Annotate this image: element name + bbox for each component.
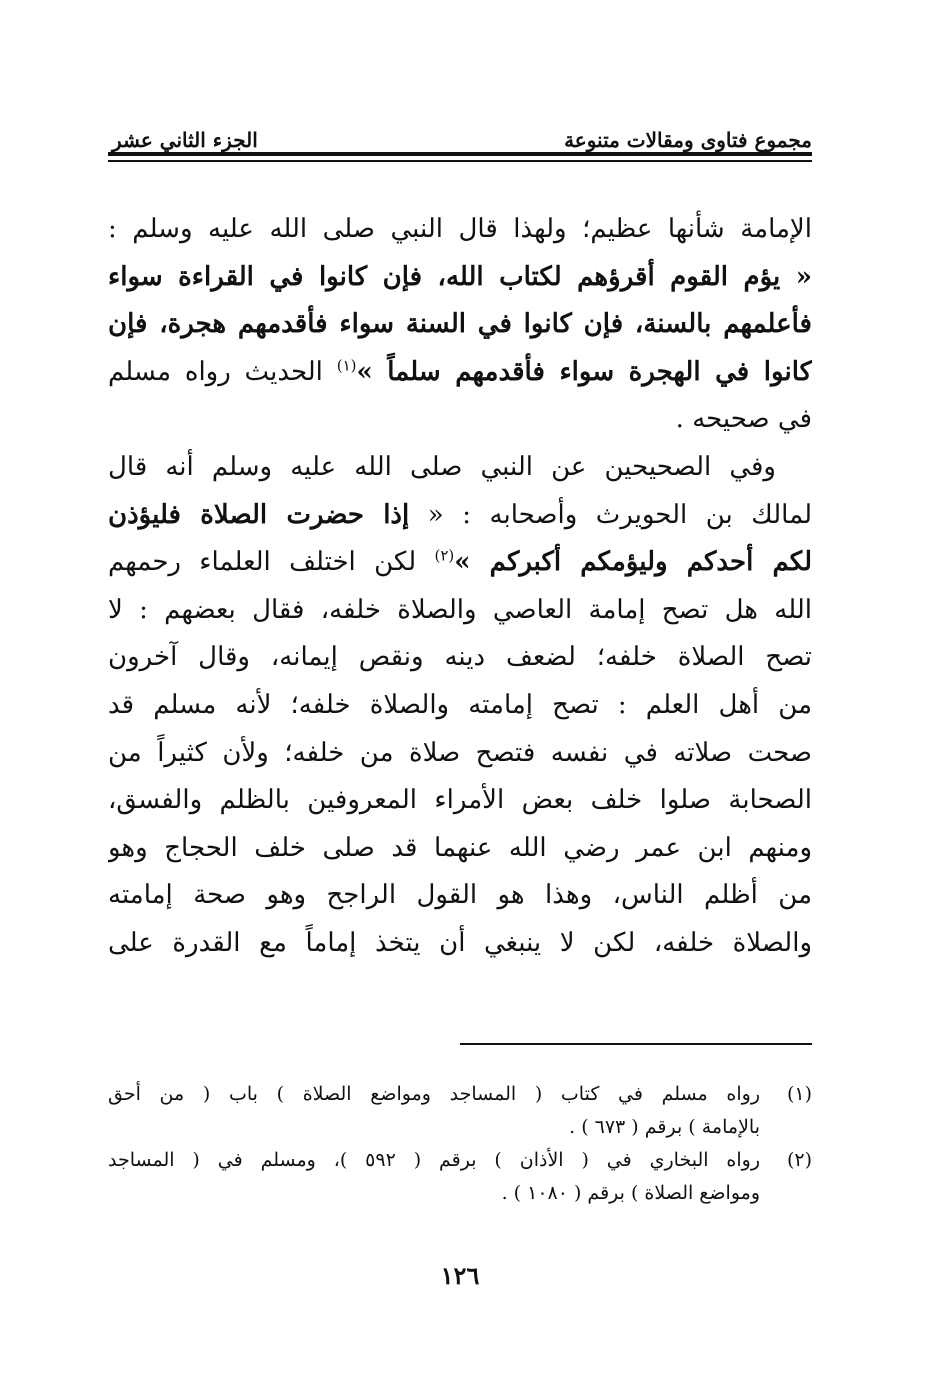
text-line: والصلاة خلفه، لكن لا ينبغي أن يتخذ إماماً مع القدرة على [108,927,812,958]
text-line [108,539,812,587]
text-segment: لمالك بن الحويرث وأصحابه : « [427,499,812,530]
footnote-line: رواه مسلم في كتاب ( المساجد ومواضع الصلاة ) باب ( من أحق [108,1083,760,1105]
footnote-line: بالإمامة ) برقم ( ٦٧٣ ) . [569,1116,760,1138]
text-line [108,492,812,540]
running-header [108,116,812,156]
hadith-quote: إذا حضرت الصلاة فليؤذن [108,499,410,530]
hadith-quote: لكم أحدكم وليؤمكم أكبركم » [454,547,812,578]
footnote-separator [460,1043,812,1045]
text-line [108,349,812,397]
footnote-2 [108,1144,812,1210]
text-line: الصحابة صلوا خلف بعض الأمراء المعروفين بالظلم والفسق، [108,785,812,816]
header-rule-thin [108,160,812,162]
main-text [108,206,812,968]
header-rule-thick [108,152,812,156]
text-line: من أظلم الناس، وهذا هو القول الراجح وهو صحة إمامته [108,880,812,911]
text-line: الله هل تصح إمامة العاصي والصلاة خلفه، فقال بعضهم : لا [108,594,812,625]
text-line: في صحيحه . [675,404,812,435]
footnote-line: رواه البخاري في ( الأذان ) برقم ( ٥٩٢ )، ومسلم في ( المساجد [108,1149,760,1171]
text-line: فأعلمهم بالسنة، فإن كانوا في السنة سواء فأقدمهم هجرة، فإن [108,309,812,340]
footnote-1 [108,1078,812,1144]
footnote-line: ومواضع الصلاة ) برقم ( ١٠٨٠ ) . [501,1182,760,1204]
text-line: صحت صلاته في نفسه فتصح صلاة من خلفه؛ ولأن كثيراً من [108,737,812,768]
text-segment: الحديث رواه مسلم [108,356,323,387]
footnote-number: (١) [786,1083,812,1105]
text-line: من أهل العلم : تصح إمامته والصلاة خلفه؛ لأنه مسلم قد [108,689,812,720]
text-line: « يؤم القوم أقرؤهم لكتاب الله، فإن كانوا في القراءة سواء [108,261,812,292]
page-number: ١٢٦ [440,1261,480,1290]
footnotes [108,1078,812,1210]
text-line: تصح الصلاة خلفه؛ لضعف دينه ونقص إيمانه، وقال آخرون [108,642,812,673]
text-line: وفي الصحيحين عن النبي صلى الله عليه وسلم أنه قال [108,451,776,482]
hadith-quote: كانوا في الهجرة سواء فأقدمهم سلماً » [356,356,812,387]
text-segment: لكن اختلف العلماء رحمهم [108,547,417,578]
text-line: ومنهم ابن عمر رضي الله عنهما قد صلى خلف الحجاج وهو [108,832,812,863]
footnote-number: (٢) [786,1149,812,1171]
text-line: الإمامة شأنها عظيم؛ ولهذا قال النبي صلى الله عليه وسلم : [108,214,812,244]
footnote-ref: (١) [336,356,357,375]
book-title: مجموع فتاوى ومقالات متنوعة [564,128,812,152]
book-page [108,0,812,1379]
volume-label: الجزء الثاني عشر [112,128,258,152]
footnote-ref: (٢) [434,546,455,565]
